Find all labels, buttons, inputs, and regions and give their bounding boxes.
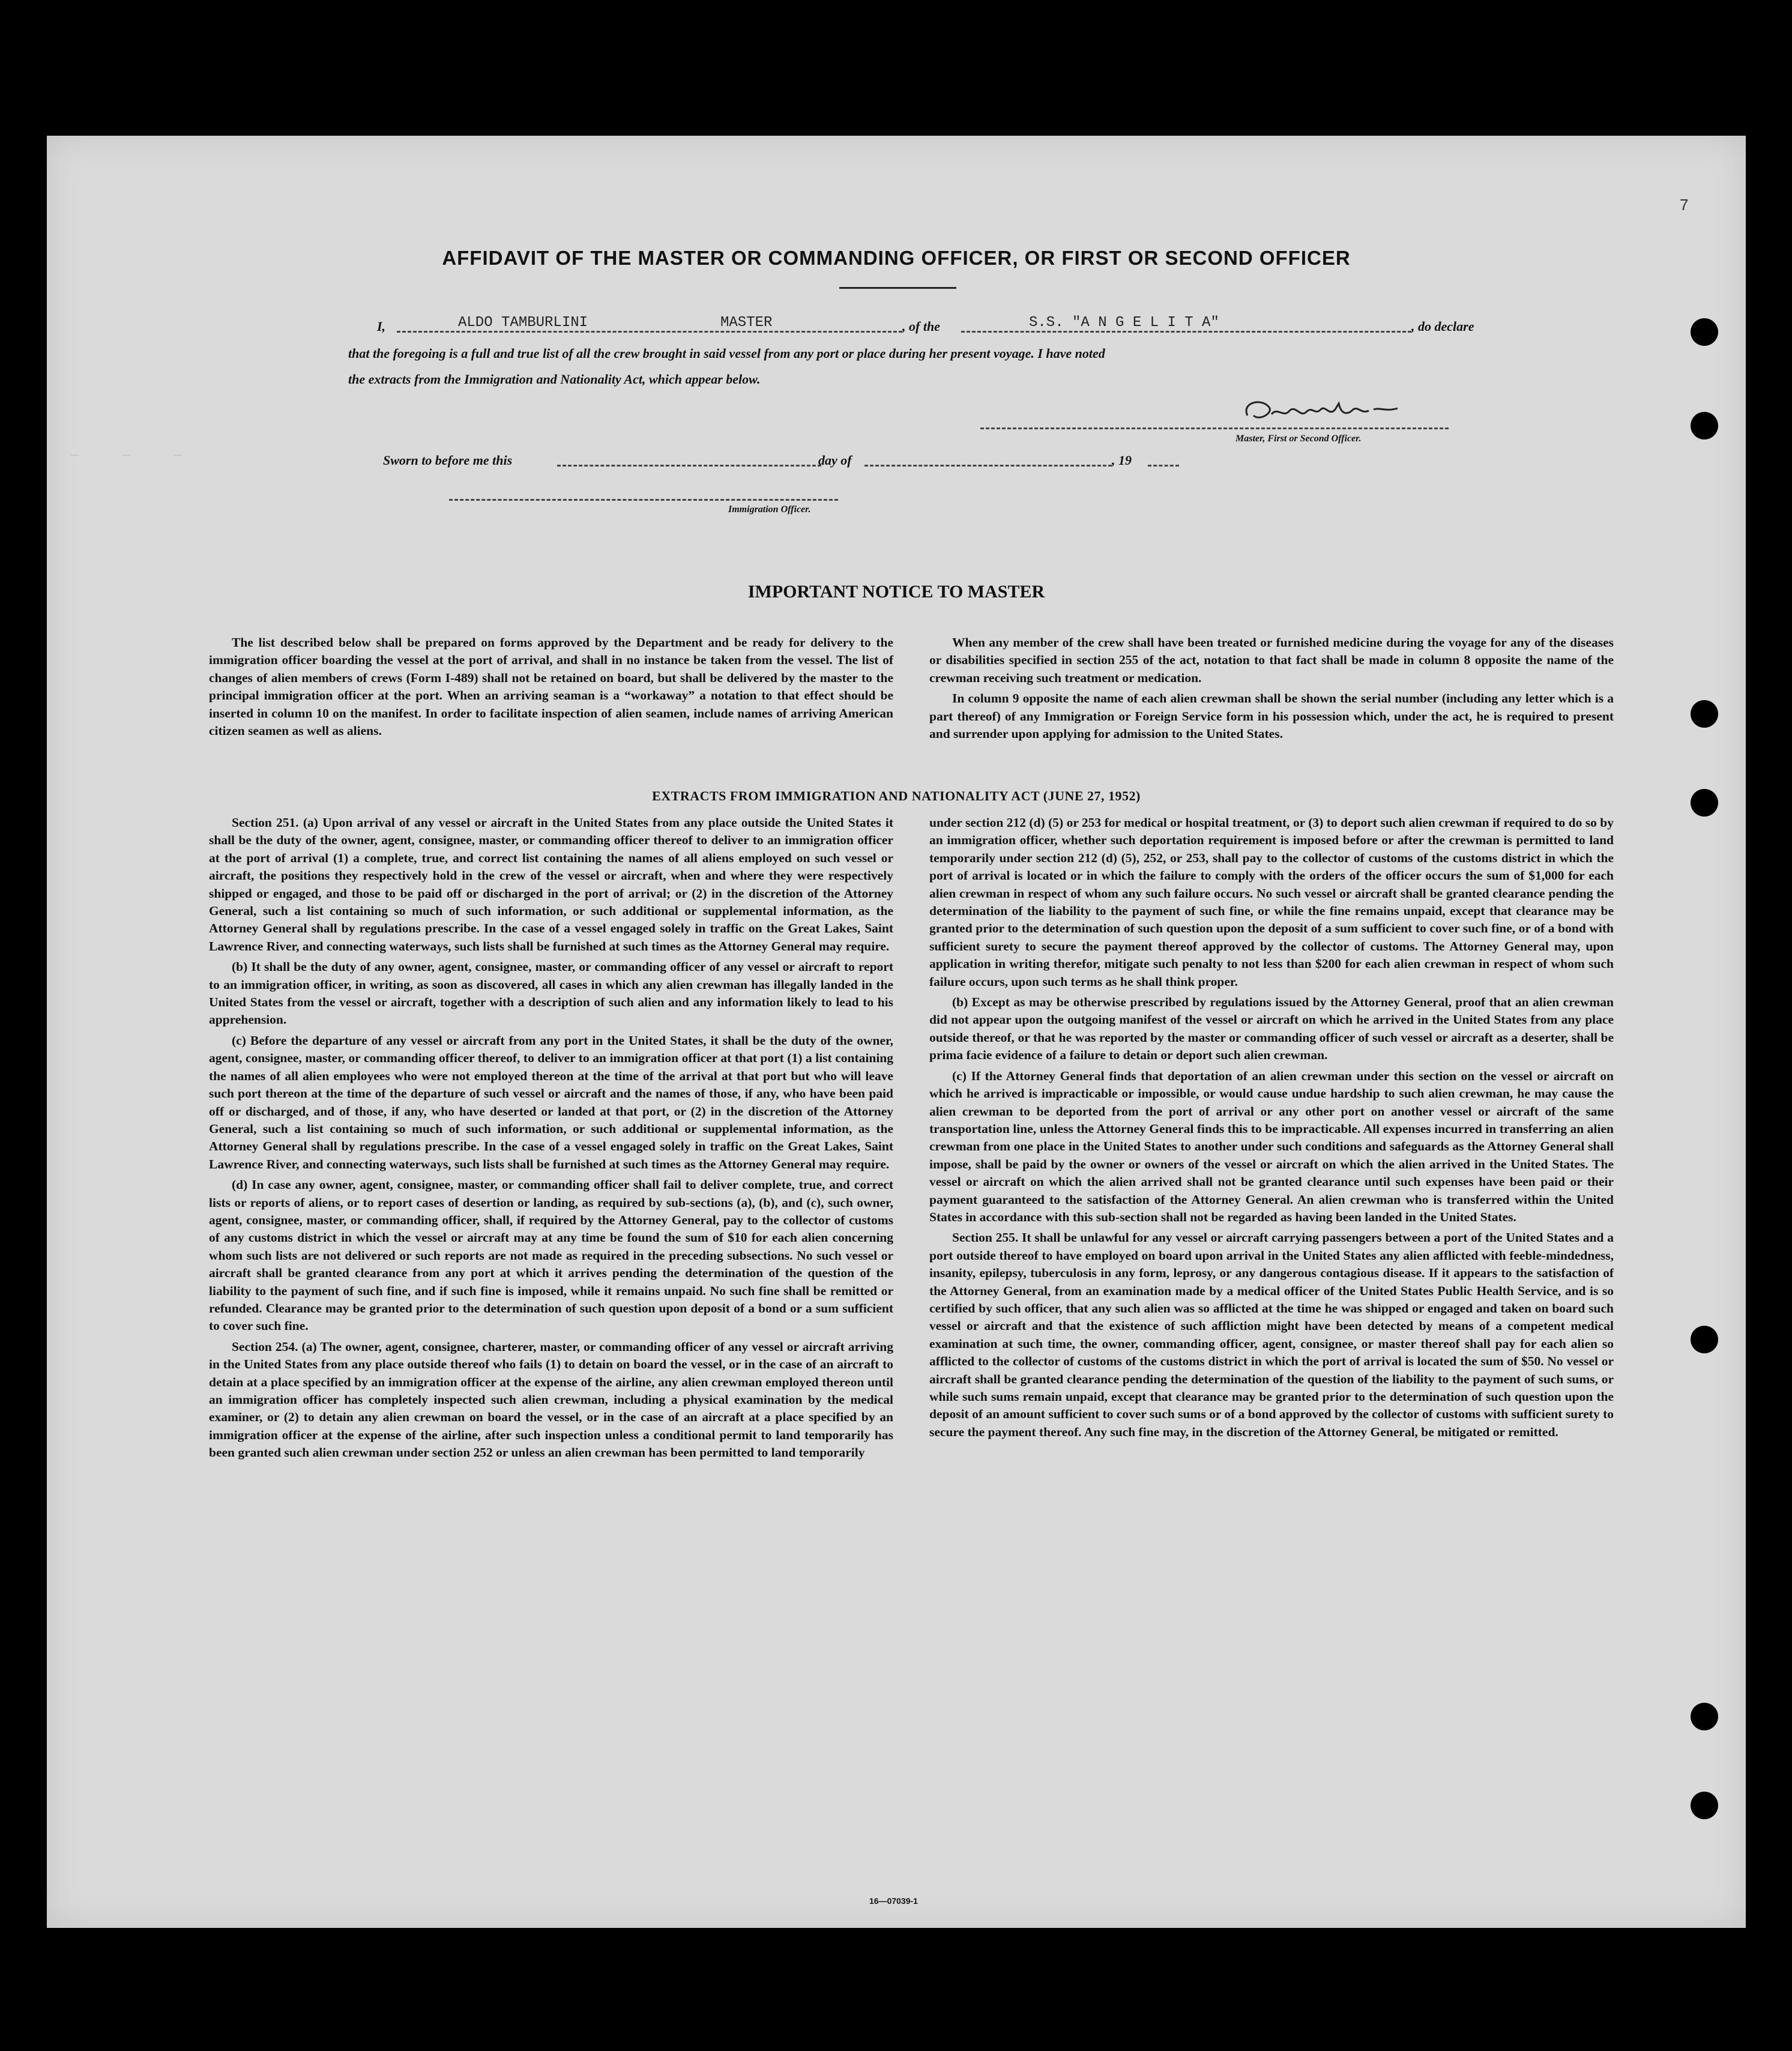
notice-paragraph: When any member of the crew shall have been treated or furnished medicine during the voyage for any of the diseases or disabilities specified in section 255 of the act, notation to that fact shall be made in column 8 opposite the name of the crewman receiving such treatment or medication.: [929, 635, 1614, 685]
section-paragraph: under section 212 (d) (5) or 253 for medical or hospital treatment, or (3) to deport such alien crewman if required to do so by an immigration officer, whether such deportation requirement is imposed before or after the crewman is permitted to land temporarily under section 212 (d) (5), 252, or 253, shall pay to the collector of customs of the customs district in which the port of arrival is located or in which the failure to comply with the orders of the officer occurs the sum of $1,000 for each alien crewman in respect of whom any such failure occurs. No such vessel or aircraft shall be granted clearance pending the determination of the liability to the payment of such fine, or while the fine remains unpaid, except that clearance may be granted prior to the determination of such question upon the deposit of a sum sufficient to cover such fine, or of a bond with sufficient surety to secure the payment thereof approved by the collector of customs. The Attorney General may, upon application in writing therefor, mitigate such penalty to not less than $200 for each alien crewman in respect of whom such failure occurs, upon such terms as he shall think proper.: [929, 815, 1614, 989]
punch-hole: [1691, 1703, 1718, 1730]
master-name: ALDO TAMBURLINI: [458, 315, 588, 331]
notice-paragraph: In column 9 opposite the name of each alien crewman shall be shown the serial number (including any letter which is a part thereof) of any Immigration or Foreign Service form in his possession which, under the act, he is required to present and surrender upon applying for admission to the United States.: [929, 691, 1614, 742]
punch-hole: [1691, 1792, 1718, 1819]
page-mark: 7: [1680, 196, 1689, 214]
master-rank: MASTER: [720, 315, 773, 331]
punch-hole: [1691, 318, 1718, 346]
declaration-line-2: that the foregoing is a full and true list of all the crew brought in said vessel from any port or place during her present voyage. I have noted: [348, 346, 1105, 361]
section-paragraph: (c) Before the departure of any vessel or aircraft from any port in the United States, it shall be the duty of the owner, agent, consignee, master, or commanding officer thereof, to deliver to an immigration officer at that port (1) a list containing the names of all alien employees who were not employed thereon at the time of the arrival at that port but who will leave such port thereon at the time of the departure of such vessel or aircraft and the names of those, if any, who have been paid off or discharged, and of those, if any, who have deserted or landed at that port, or (2) in the discretion of the Attorney General, such a list containing so much of such information, or such additional or supplemental information, as the Attorney General shall by regulations prescribe. In the case of a vessel engaged solely in traffic on the Great Lakes, Saint Lawrence River, and connecting waterways, such lists shall be furnished at such times as the Attorney General may require.: [209, 1033, 893, 1171]
extracts-right-column: [929, 814, 1614, 1444]
section-paragraph: (b) It shall be the duty of any owner, agent, consignee, master, or commanding officer of any vessel or aircraft to report to an immigration officer, in writing, as soon as discovered, all cases in which any alien crewman has illegally landed in the United States from the vessel or aircraft, together with a description of such alien and any information likely to lead to his apprehension.: [209, 959, 893, 1027]
vessel-name: S.S. "A N G E L I T A": [1029, 315, 1219, 331]
notice-paragraph: The list described below shall be prepared on forms approved by the Department and be ready for delivery to the immigration officer boarding the vessel at the port of arrival, and shall in no instance be taken from the vessel. The list of changes of alien members of crews (Form I-489) shall not be retained on board, but shall be delivered by the master to the principal immigration officer at the port. When an arriving seaman is a “workaway” a notation to that effect should be inserted in column 10 on the manifest. In order to facilitate inspection of alien seamen, include names of arriving American citizen seamen as well as aliens.: [209, 635, 893, 739]
affidavit-title: AFFIDAVIT OF THE MASTER OR COMMANDING OFFICER, OR FIRST OR SECOND OFFICER: [442, 247, 1351, 269]
notice-right-column: [929, 634, 1614, 746]
notice-heading: IMPORTANT NOTICE TO MASTER: [747, 582, 1045, 602]
do-declare-label: , do declare: [1411, 319, 1474, 334]
extracts-heading: EXTRACTS FROM IMMIGRATION AND NATIONALITY ACT (JUNE 27, 1952): [652, 788, 1141, 803]
section-paragraph: Section 251. (a) Upon arrival of any vessel or aircraft in the United States from any place outside the United States it shall be the duty of the owner, agent, consignee, master, or commanding officer thereof to deliver to an immigration officer at the port of arrival (1) a complete, true, and correct list containing the names of all aliens employed on such vessel or aircraft, the positions they respectively hold in the crew of the vessel or aircraft, when and where they were respectively shipped or engaged, and those to be paid off or discharged in the port of arrival; or (2) in the discretion of the Attorney General, such a list containing so much of such information, or such additional or supplemental information, as the Attorney General shall by regulations prescribe. In the case of a vessel engaged solely in traffic on the Great Lakes, Saint Lawrence River, and connecting waterways, such lists shall be furnished at such times as the Attorney General may require.: [209, 815, 893, 953]
handwritten-signature: [1235, 391, 1416, 433]
sworn-year-blank: [1148, 465, 1179, 467]
of-the-label: , of the: [902, 319, 940, 334]
vessel-blank: [961, 331, 1411, 333]
title-rule: [839, 287, 956, 289]
name-blank: [397, 331, 902, 333]
bleed-through-text: — — —: [71, 448, 185, 463]
section-paragraph: (c) If the Attorney General finds that deportation of an alien crewman under this section on the vessel or aircraft on which he arrived is impracticable or impossible, or would cause undue hardship to such alien crewman, he may cause the alien crewman to be deported from the port of arrival or any other port on another vessel or aircraft of the same transportation line, unless the Attorney General finds this to be impracticable. All expenses incurred in transferring an alien crewman from one place in the United States to another under such conditions and safeguards as the Attorney General shall impose, shall be paid by the owner or owners of the vessel or aircraft on which the alien arrived in the United States. The vessel or aircraft on which the alien arrived shall not be granted clearance until such expenses have been paid or their payment guaranteed to the satisfaction of the Attorney General. An alien crewman who is transferred within the United States in accordance with this sub-section shall not be regarded as having been landed in the United States.: [929, 1068, 1614, 1224]
form-number: 16—07039-1: [869, 1896, 918, 1906]
document-page: [47, 136, 1746, 1928]
officer-caption: Immigration Officer.: [728, 504, 811, 515]
officer-signature-line: [449, 499, 838, 501]
notice-left-column: [209, 634, 893, 743]
section-paragraph: (d) In case any owner, agent, consignee, master, or commanding officer shall fail to deliver complete, true, and correct lists or reports of aliens, or to report cases of desertion or landing, as required by sub-sections (a), (b), and (c), such owner, agent, consignee, master, or commanding officer, shall, if required by the Attorney General, pay to the collector of customs of any customs district in which the vessel or aircraft may at any time be found the sum of $10 for each alien concerning whom such lists are not delivered or such reports are not made as required in the preceding subsections. No such vessel or aircraft shall be granted clearance from any port at which it arrives pending the determination of the question of the liability to the payment of such fine, and if such fine is imposed, while it remains unpaid. No such fine shall be remitted or refunded. Clearance may be granted prior to the determination of such question upon deposit of a bond or a sum sufficient to cover such fine.: [209, 1177, 893, 1334]
section-paragraph: (b) Except as may be otherwise prescribed by regulations issued by the Attorney General, proof that an alien crewman did not appear upon the outgoing manifest of the vessel or aircraft on which he arrived in the United States from any place outside thereof, or that he was reported by the master or commanding officer of such vessel or aircraft as a deserter, shall be prima facie evidence of a failure to detain or deport such alien crewman.: [929, 995, 1614, 1063]
section-paragraph: Section 254. (a) The owner, agent, consignee, charterer, master, or commanding officer of any vessel or aircraft arriving in the United States from any place outside thereof who fails (1) to detain on board the vessel, or in the case of an aircraft to detain at a place specified by an immigration officer at the expense of the airline, any alien crewman employed thereon until an immigration officer has completely inspected such alien crewman, including a physical examination by the medical examiner, or (2) to detain any alien crewman on board the vessel, or in the case of an aircraft at a place specified by an immigration officer at the expense of the airline, after such inspection unless a conditional permit to land temporarily has been granted such alien crewman under section 252 or unless an alien crewman has been permitted to land temporarily: [209, 1339, 893, 1460]
punch-hole: [1691, 412, 1718, 440]
i-label: I,: [377, 319, 386, 334]
master-caption: Master, First or Second Officer.: [1235, 433, 1362, 444]
sworn-day-blank: [557, 465, 821, 467]
section-paragraph: Section 255. It shall be unlawful for any vessel or aircraft carrying passengers between a port of the United States and a port outside thereof to have employed on board upon arrival in the United States any alien afflicted with feeble-mindedness, insanity, epilepsy, tuberculosis in any form, leprosy, or any dangerous contagious disease. If it appears to the satisfaction of the Attorney General, from an examination made by a medical officer of the United States Public Health Service, and is so certified by such officer, that any such alien was so afflicted at the time he was shipped or engaged and taken on board such vessel or aircraft and that the existence of such affliction might have been detected by means of a competent medical examination at such time, the owner, commanding officer, agent, consignee, or master thereof shall pay for each alien so afflicted to the collector of customs of the customs district in which the port of arrival is located the sum of $50. No vessel or aircraft shall be granted clearance pending the determination of the question of the liability to the payment of such sums, or while such sums remain unpaid, except that clearance may be granted prior to the determination of such question upon the deposit of an amount sufficient to cover such sums or of a bond approved by the collector of customs with sufficient surety to secure the payment thereof. Any such fine may, in the discretion of the Attorney General, be mitigated or remitted.: [929, 1230, 1614, 1439]
day-of-label: day of: [818, 453, 852, 468]
punch-hole: [1691, 700, 1718, 728]
punch-hole: [1691, 1326, 1718, 1353]
extracts-left-column: [209, 814, 893, 1465]
sworn-label: Sworn to before me this: [383, 453, 513, 468]
year-label: , 19: [1112, 453, 1132, 468]
declaration-line-3: the extracts from the Immigration and Nationality Act, which appear below.: [348, 372, 761, 387]
sworn-month-blank: [864, 465, 1112, 467]
